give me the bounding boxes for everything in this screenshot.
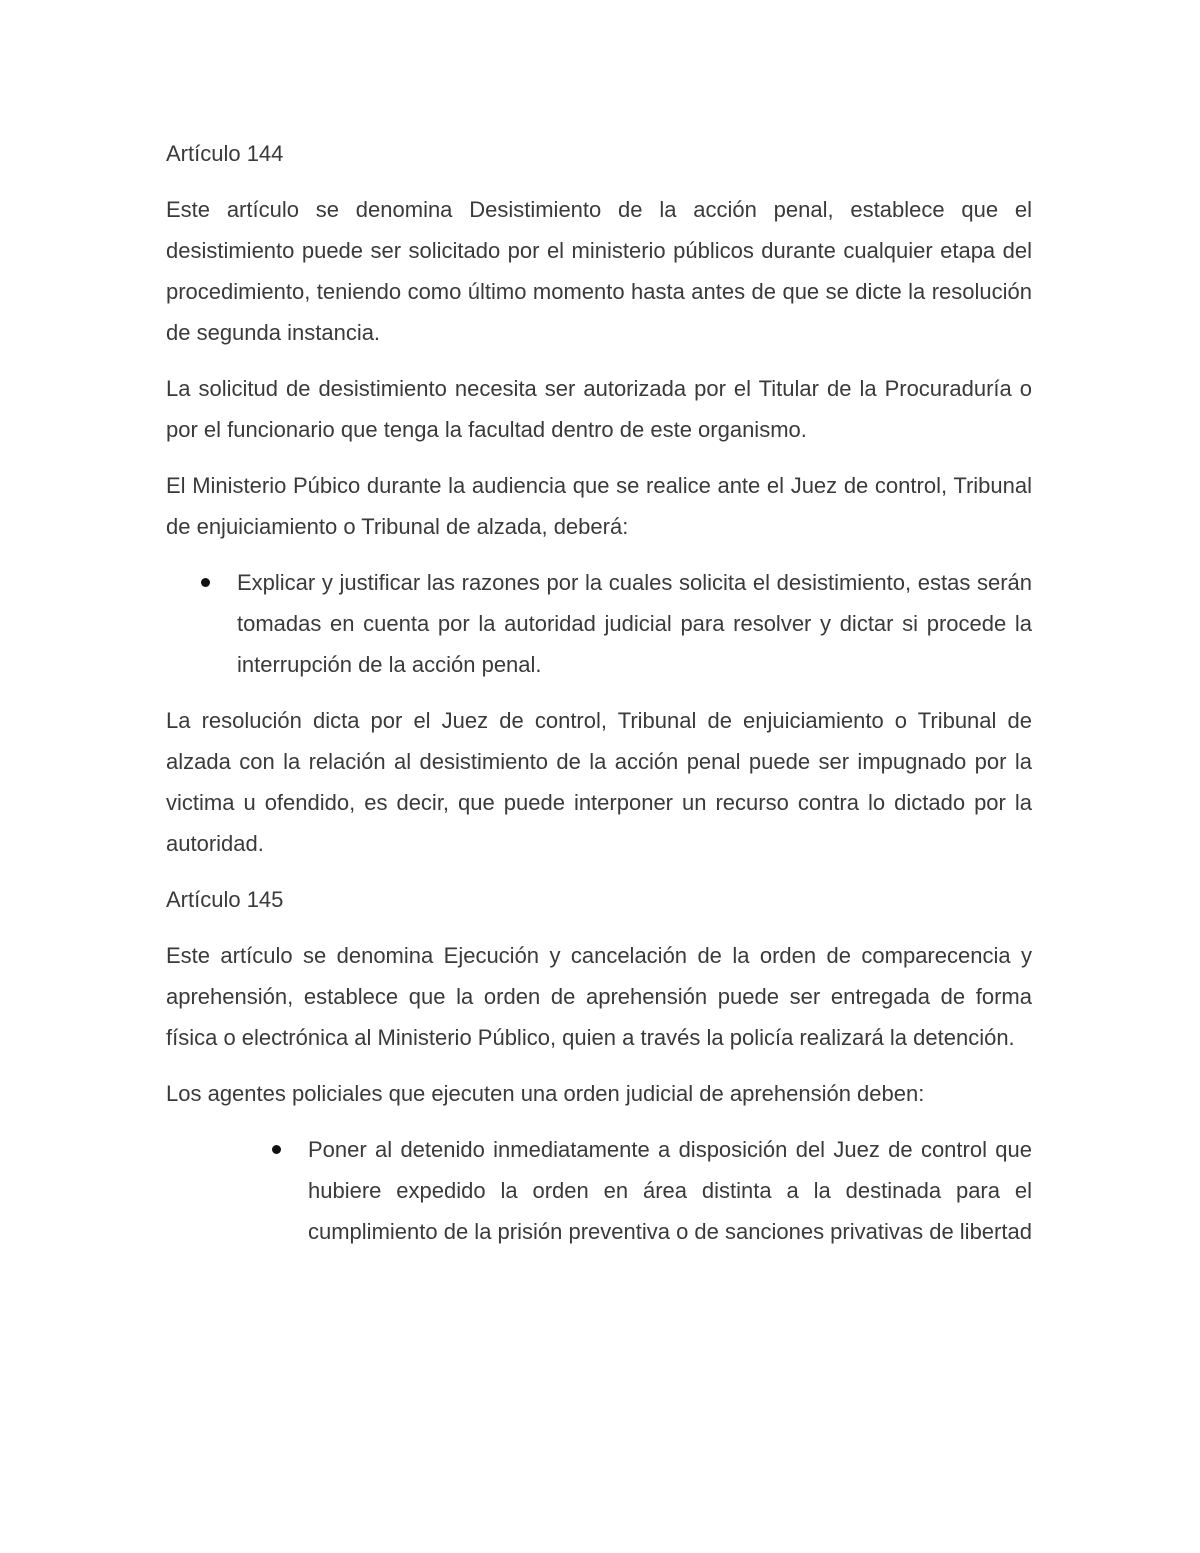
bullet-text: Poner al detenido inmediatamente a disposición del Juez de control que hubiere expedido la orden en área distinta a la destinada para el cumplimiento de la prisión preventiva o de sanciones privativas de libertad — [308, 1137, 1032, 1244]
article-145-bullet-list — [166, 1129, 1032, 1252]
article-144-paragraph-4: La resolución dicta por el Juez de control, Tribunal de enjuiciamiento o Tribunal de alzada con la relación al desistimiento de la acción penal puede ser impugnado por la victima u ofendido, es decir, que puede interponer un recurso contra lo dictado por la autoridad. — [166, 708, 1032, 856]
list-item — [308, 1129, 1032, 1252]
article-144-bullet-list — [166, 562, 1032, 685]
bullet-text: Explicar y justificar las razones por la cuales solicita el desistimiento, estas serán tomadas en cuenta por la autoridad judicial para resolver y dictar si procede la interrupción de la acción penal. — [237, 570, 1032, 677]
article-145-paragraph-2: Los agentes policiales que ejecuten una orden judicial de aprehensión deben: — [166, 1081, 925, 1106]
document-body — [166, 133, 1032, 1267]
article-144-heading: Artículo 144 — [166, 141, 284, 166]
article-145-paragraph-1: Este artículo se denomina Ejecución y cancelación de la orden de comparecencia y aprehensión, establece que la orden de aprehensión puede ser entregada de forma física o electrónica al Ministerio Público, quien a través la policía realizará la detención. — [166, 943, 1032, 1050]
article-144-paragraph-2: La solicitud de desistimiento necesita ser autorizada por el Titular de la Procuraduría o por el funcionario que tenga la facultad dentro de este organismo. — [166, 376, 1032, 442]
article-144-paragraph-1: Este artículo se denomina Desistimiento de la acción penal, establece que el desistimiento puede ser solicitado por el ministerio públicos durante cualquier etapa del procedimiento, teniendo como último momento hasta antes de que se dicte la resolución de segunda instancia. — [166, 197, 1032, 345]
article-144-paragraph-3: El Ministerio Púbico durante la audiencia que se realice ante el Juez de control, Tribunal de enjuiciamiento o Tribunal de alzada, deberá: — [166, 473, 1032, 539]
bullet-icon — [272, 1145, 281, 1154]
article-145-heading: Artículo 145 — [166, 887, 284, 912]
bullet-icon — [201, 578, 210, 587]
list-item — [237, 562, 1032, 685]
